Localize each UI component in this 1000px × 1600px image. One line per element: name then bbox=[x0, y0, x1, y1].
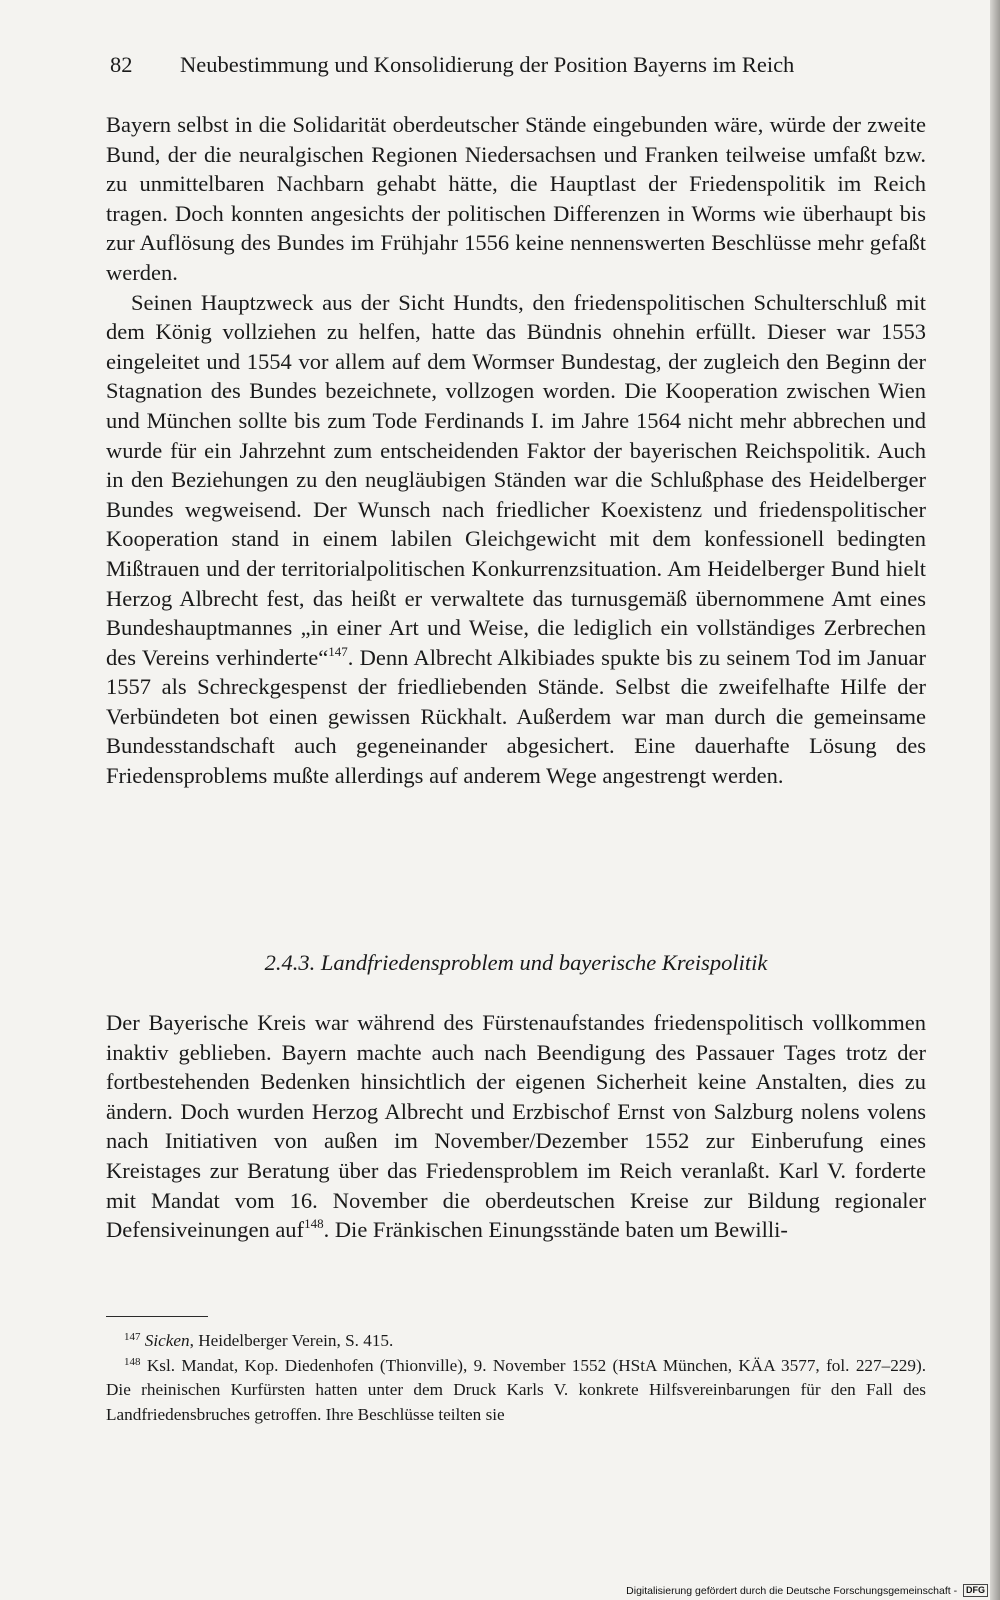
paragraph-2-text-a: Seinen Hauptzweck aus der Sicht Hundts, den friedenspolitischen Schulterschluß mit dem König vollziehen zu helfen, hatte das Bündnis ohnehin erfüllt. Dieser war 1553 eingeleitet und 1554 vor allem auf dem Wormser Bundestag, der zugleich den Beginn der Stagnation des Bundes bezeichnete, vollzogen worden. Die Kooperation zwischen Wien und München sollte bis zum Tode Ferdinands I. im Jahre 1564 nicht mehr abbrechen und wurde für ein Jahrzehnt zum entscheidenden Faktor der bayerischen Reichspolitik. Auch in den Beziehungen zu den neugläubigen Ständen war die Schlußphase des Heidelberger Bundes wegweisend. Der Wunsch nach friedlicher Koexistenz und friedenspolitischer Kooperation stand in einem labilen Gleichgewicht mit dem konfessionell bedingten Mißtrauen und der territorialpolitischen Konkurrenzsituation. Am Heidelberger Bund hielt Herzog Albrecht fest, das heißt er verwaltete das turnusgemäß übernommene Amt eines Bundeshauptmannes „in einer Art und Weise, die lediglich ein vollständiges Zerbrechen des Vereins verhinderte“ bbox=[106, 289, 926, 670]
page-number: 82 bbox=[110, 52, 133, 77]
body-text bbox=[106, 110, 926, 791]
running-head bbox=[110, 48, 860, 82]
paragraph-2-text-b: . Denn Albrecht Alkibiades spukte bis zu seinem Tod im Januar 1557 als Schreckgespenst der friedliebenden Stände. Selbst die zweifelhafte Hilfe der Verbündeten bot einen gewissen Rückhalt. Außerdem war man durch die gemeinsame Bundesstandschaft auch gegeneinander abgesichert. Eine dauerhafte Lösung des Friedensproblems mußte allerdings auf anderem Wege angestrengt werden. bbox=[106, 644, 926, 789]
digitization-watermark bbox=[626, 1583, 988, 1599]
page-edge bbox=[990, 0, 1000, 1600]
footnote-text: Ksl. Mandat, Kop. Diedenhofen (Thionville), 9. November 1552 (HStA München, KÄA 3577, fol. 227–229). Die rheinischen Kurfürsten hatten unter dem Druck Karls V. konkrete Hilfsvereinbarungen für den Fall des Landfriedensbruches getroffen. Ihre Beschlüsse teilten sie bbox=[106, 1355, 926, 1424]
footnote-author: Sicken bbox=[144, 1331, 190, 1350]
section-heading: 2.4.3. Landfriedensproblem und bayerische Kreispolitik bbox=[264, 950, 768, 975]
paragraph-1: Bayern selbst in die Solidarität oberdeutscher Stände eingebunden wäre, würde der zweite Bund, der die neuralgischen Regionen Niedersachsen und Franken teilweise umfaßt bzw. zu unmittelbaren Nachbarn gehabt hätte, die Hauptlast der Friedenspolitik im Reich tragen. Doch konnten angesichts der politischen Differenzen in Worms wie überhaupt bis zur Auflösung des Bundes im Frühjahr 1556 keine nennenswerten Beschlüsse mehr gefaßt werden. bbox=[106, 112, 926, 285]
footnote-ref-147[interactable]: 147 bbox=[328, 643, 348, 659]
footnotes bbox=[106, 1329, 926, 1427]
footnote-number: 148 bbox=[124, 1355, 141, 1368]
section-paragraph bbox=[106, 1008, 926, 1245]
section-paragraph-text-a: Der Bayerische Kreis war während des Fürstenaufstandes friedenspolitisch vollkommen inaktiv geblieben. Bayern machte auch nach Beendigung des Passauer Tages trotz der fortbestehenden Bedenken hinsichtlich der eigenen Sicherheit keine Anstalten, dies zu ändern. Doch wurden Herzog Albrecht und Erzbischof Ernst von Salzburg nolens volens nach Initiativen von außen im November/Dezember 1552 zur Einberufung eines Kreistages zur Beratung über das Friedensproblem im Reich veranlaßt. Karl V. forderte mit Mandat vom 16. November die oberdeutschen Kreise zur Bildung regionaler Defensiveinungen auf bbox=[106, 1010, 926, 1243]
paragraph-2 bbox=[106, 288, 926, 791]
footnote-text: , Heidelberger Verein, S. 415. bbox=[189, 1331, 394, 1350]
footnote-divider bbox=[106, 1316, 208, 1317]
watermark-text: Digitalisierung gefördert durch die Deutsche Forschungsgemeinschaft - bbox=[626, 1585, 958, 1597]
section-paragraph-text-b: . Die Fränkischen Einungsstände baten um Bewilli- bbox=[323, 1217, 788, 1243]
footnote-number: 147 bbox=[124, 1331, 141, 1343]
running-title: Neubestimmung und Konsolidierung der Position Bayerns im Reich bbox=[180, 52, 795, 77]
footnote-148 bbox=[106, 1354, 926, 1428]
footnote-147 bbox=[106, 1329, 926, 1354]
footnote-ref-148[interactable]: 148 bbox=[304, 1216, 324, 1232]
dfg-logo: DFG bbox=[963, 1584, 988, 1597]
section-body bbox=[106, 1008, 926, 1245]
